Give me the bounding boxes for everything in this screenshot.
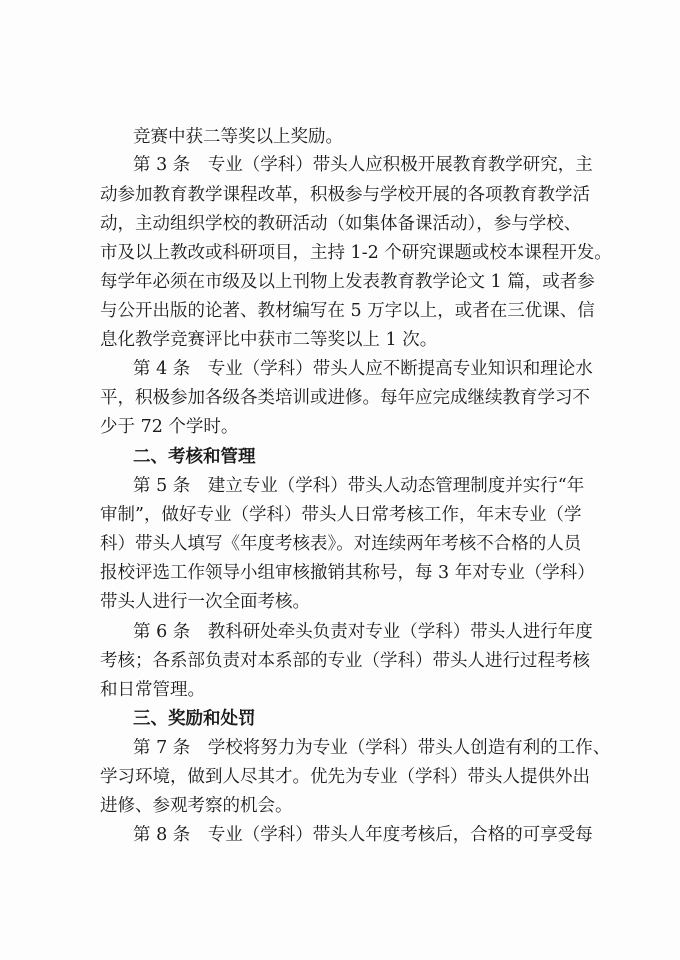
text-line: 和日常管理。 <box>100 680 205 700</box>
section-heading-rewards: 三、奖励和处罚 <box>133 709 256 729</box>
text-line: 平，积极参加各级各类培训或进修。每年应完成继续教育学习不 <box>100 388 590 408</box>
text-line: 学习环境，做到人尽其才。优先为专业（学科）带头人提供外出 <box>100 767 590 787</box>
text-line: 考核；各系部负责对本系部的专业（学科）带头人进行过程考核 <box>100 651 590 671</box>
text-line: 竞赛中获二等奖以上奖励。 <box>133 127 343 147</box>
section-heading-assessment: 二、考核和管理 <box>133 447 256 467</box>
article-8-text: 第 8 条 专业（学科）带头人年度考核后，合格的可享受每 <box>133 825 593 845</box>
text-line: 报校评选工作领导小组审核撤销其称号，每 3 年对专业（学科） <box>100 563 595 583</box>
article-3-text: 第 3 条 专业（学科）带头人应积极开展教育教学研究，主 <box>133 155 593 175</box>
text-line: 动，主动组织学校的教研活动（如集体备课活动），参与学校、 <box>100 214 582 234</box>
text-line: 审制”，做好专业（学科）带头人日常考核工作，年末专业（学 <box>100 505 582 525</box>
text-line: 与公开出版的论著、教材编写在 5 万字以上，或者在三优课、信 <box>100 301 595 321</box>
text-line: 带头人进行一次全面考核。 <box>100 592 310 612</box>
text-line: 动参加教育教学课程改革，积极参与学校开展的各项教育教学活 <box>100 185 590 205</box>
text-line: 市及以上教改或科研项目，主持 1-2 个研究课题或校本课程开发。 <box>100 243 612 263</box>
article-7-text: 第 7 条 学校将努力为专业（学科）带头人创造有利的工作、 <box>133 738 611 758</box>
text-line: 少于 72 个学时。 <box>100 417 239 437</box>
text-line: 息化教学竞赛评比中获市二等奖以上 1 次。 <box>100 330 438 350</box>
text-line: 科）带头人填写《年度考核表》。对连续两年考核不合格的人员 <box>100 534 582 554</box>
article-5-text: 第 5 条 建立专业（学科）带头人动态管理制度并实行“年 <box>133 476 585 496</box>
article-6-text: 第 6 条 教科研处牵头负责对专业（学科）带头人进行年度 <box>133 622 593 642</box>
text-line: 每学年必须在市级及以上刊物上发表教育教学论文 1 篇，或者参 <box>100 272 595 292</box>
text-line: 进修、参观考察的机会。 <box>100 796 293 816</box>
article-4-text: 第 4 条 专业（学科）带头人应不断提高专业知识和理论水 <box>133 359 593 379</box>
